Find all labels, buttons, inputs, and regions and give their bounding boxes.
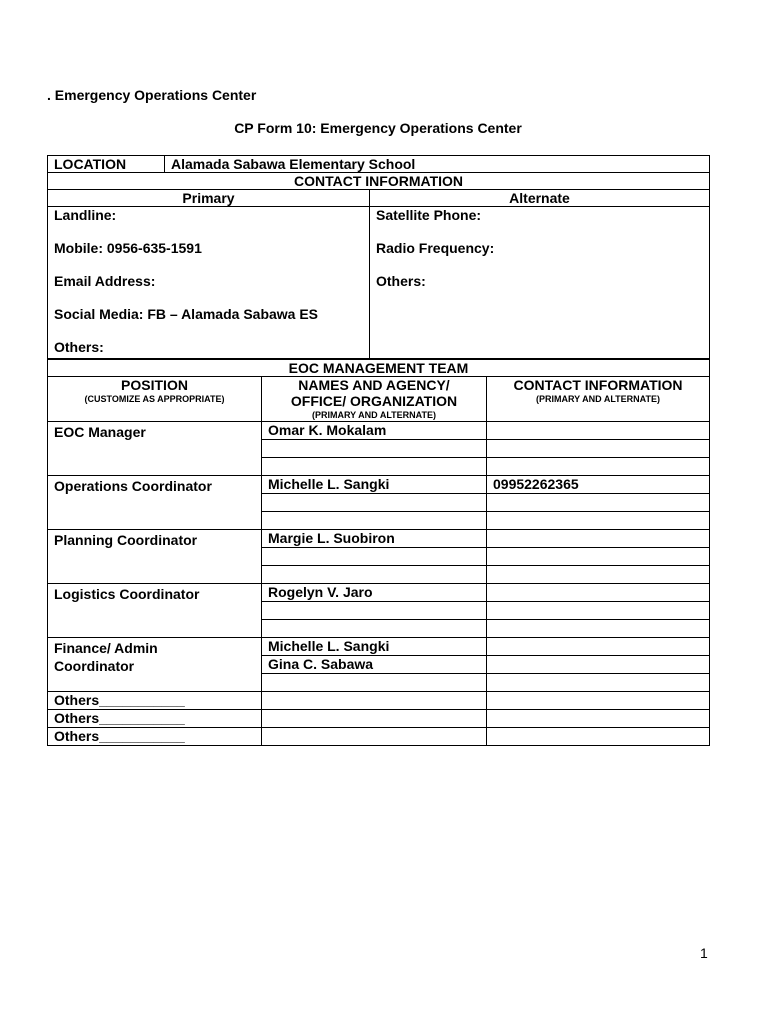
name-cell: [262, 710, 487, 728]
names-header-note: (PRIMARY AND ALTERNATE): [312, 410, 436, 420]
name-cell: [262, 458, 487, 476]
position-cell: EOC Manager: [48, 422, 262, 476]
position-header-note: (CUSTOMIZE AS APPROPRIATE): [84, 394, 225, 404]
name-cell: Michelle L. Sangki: [262, 638, 487, 656]
name-cell: [262, 692, 487, 710]
position-cell: Logistics Coordinator: [48, 584, 262, 638]
contact-cell: [487, 620, 710, 638]
contact-cell: [487, 584, 710, 602]
name-cell: Rogelyn V. Jaro: [262, 584, 487, 602]
contact-cell: [487, 548, 710, 566]
position-cell: [48, 638, 262, 692]
name-cell: Michelle L. Sangki: [262, 476, 487, 494]
names-header-line2: OFFICE/ ORGANIZATION: [290, 393, 458, 409]
name-cell: [262, 440, 487, 458]
names-column-header: [262, 377, 487, 422]
contact-cell: [487, 458, 710, 476]
contact-cell: [487, 638, 710, 656]
primary-header: Primary: [48, 190, 370, 207]
name-cell: [262, 548, 487, 566]
others-position-cell: Others___________: [48, 692, 262, 710]
name-cell: Margie L. Suobiron: [262, 530, 487, 548]
contact-cell: [487, 494, 710, 512]
primary-mobile: Mobile: 0956-635-1591: [54, 240, 202, 256]
contact-cell: [487, 656, 710, 674]
contact-cell: 09952262365: [487, 476, 710, 494]
contact-cell: [487, 602, 710, 620]
name-cell: [262, 620, 487, 638]
name-cell: [262, 728, 487, 746]
name-cell: [262, 602, 487, 620]
contact-info-title: CONTACT INFORMATION: [48, 173, 710, 190]
form-title: CP Form 10: Emergency Operations Center: [234, 120, 522, 136]
location-contact-table: [47, 155, 710, 359]
name-cell: [262, 512, 487, 530]
alternate-others: Others:: [376, 273, 426, 289]
primary-others: Others:: [54, 339, 104, 355]
contact-cell: [487, 512, 710, 530]
eoc-team-title: EOC MANAGEMENT TEAM: [48, 360, 710, 377]
contact-cell: [487, 692, 710, 710]
contact-cell: [487, 422, 710, 440]
alternate-satellite-phone: Satellite Phone:: [376, 207, 482, 223]
position-column-header: [48, 377, 262, 422]
names-header-line1: NAMES AND AGENCY/: [298, 377, 450, 393]
name-cell: [262, 566, 487, 584]
location-value: Alamada Sabawa Elementary School: [165, 156, 710, 173]
position-line2: Coordinator: [54, 658, 135, 674]
location-label: LOCATION: [48, 156, 165, 173]
contact-cell: [487, 566, 710, 584]
contact-column-header: [487, 377, 710, 422]
others-position-cell: Others___________: [48, 728, 262, 746]
alternate-header: Alternate: [370, 190, 710, 207]
position-cell: Operations Coordinator: [48, 476, 262, 530]
others-position-cell: Others___________: [48, 710, 262, 728]
primary-email: Email Address:: [54, 273, 156, 289]
contact-cell: [487, 728, 710, 746]
contact-cell: [487, 530, 710, 548]
eoc-management-table: [47, 359, 710, 746]
position-header-label: POSITION: [121, 377, 188, 393]
name-cell: Omar K. Mokalam: [262, 422, 487, 440]
position-cell: Planning Coordinator: [48, 530, 262, 584]
alternate-contact-cell: [370, 207, 710, 359]
contact-header-note: (PRIMARY AND ALTERNATE): [536, 394, 660, 404]
contact-cell: [487, 674, 710, 692]
primary-social-media: Social Media: FB – Alamada Sabawa ES: [54, 306, 319, 322]
name-cell: Gina C. Sabawa: [262, 656, 487, 674]
contact-header-label: CONTACT INFORMATION: [513, 377, 683, 393]
name-cell: [262, 674, 487, 692]
primary-contact-cell: [48, 207, 370, 359]
name-cell: [262, 494, 487, 512]
primary-landline: Landline:: [54, 207, 117, 223]
document-heading: . Emergency Operations Center: [47, 87, 257, 103]
position-line1: Finance/ Admin: [54, 640, 158, 656]
page-number: 1: [700, 945, 708, 961]
contact-cell: [487, 710, 710, 728]
alternate-radio-frequency: Radio Frequency:: [376, 240, 495, 256]
contact-cell: [487, 440, 710, 458]
